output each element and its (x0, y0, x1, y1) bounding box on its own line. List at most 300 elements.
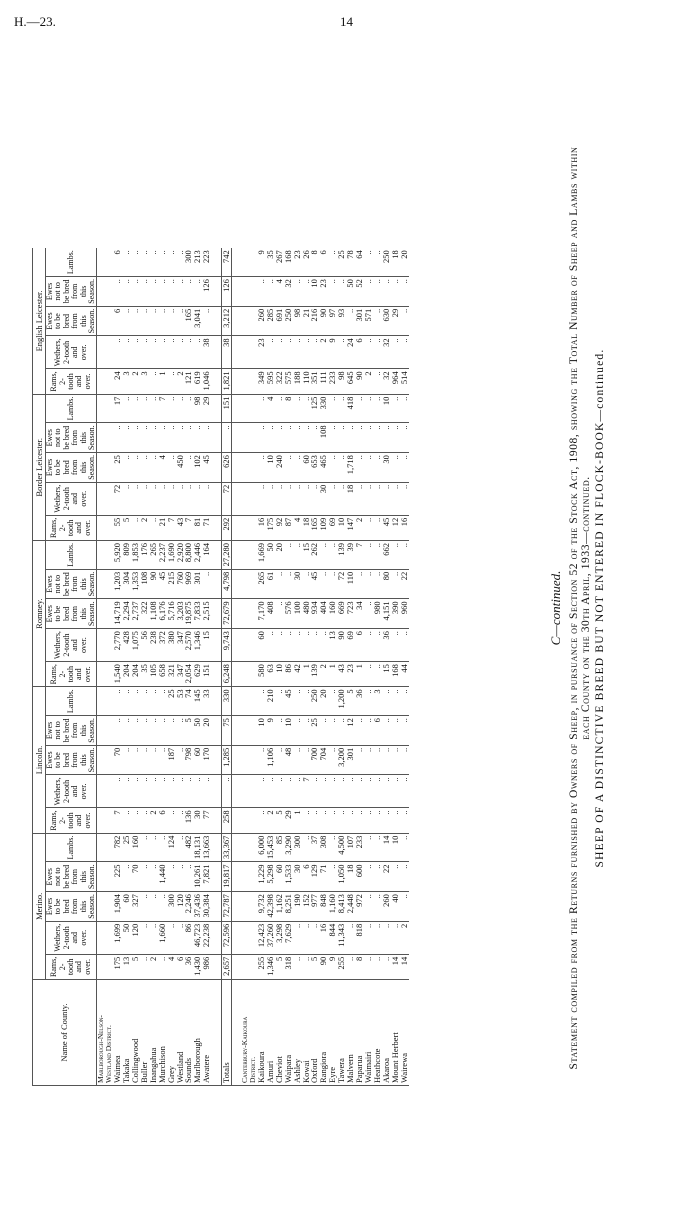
table-cell: 165 (184, 306, 193, 336)
table-cell: 25 (310, 716, 319, 746)
table-cell: 20 (400, 248, 409, 276)
table-cell: 6 (373, 716, 382, 746)
county-name: Waimea (113, 980, 122, 1086)
table-cell: 2,570 (184, 629, 193, 662)
table-cell: .. (275, 716, 284, 746)
total-cell: 72,679 (221, 599, 231, 629)
table-cell: 53 (176, 687, 185, 716)
table-cell: .. (364, 892, 373, 922)
table-cell: 7 (184, 515, 193, 540)
table-cell: 50 (266, 540, 275, 569)
table-cell: 42 (293, 662, 302, 687)
table-cell: .. (113, 775, 122, 808)
table-cell: 87 (284, 515, 293, 540)
table-cell: .. (257, 277, 266, 307)
table-cell: 39 (346, 540, 355, 569)
table-cell: 29 (202, 394, 211, 423)
table-cell: 111 (319, 369, 328, 394)
table-cell: 24 (113, 369, 122, 394)
table-cell: .. (131, 248, 140, 276)
table-cell: 1,669 (257, 540, 266, 569)
table-cell: .. (140, 423, 149, 453)
table-cell: 15 (202, 629, 211, 662)
table-cell: .. (284, 775, 293, 808)
table-cell: .. (391, 482, 400, 515)
table-cell: 723 (346, 599, 355, 629)
table-cell: 4 (275, 277, 284, 307)
table-cell: .. (122, 248, 131, 276)
table-cell: 3,041 (193, 306, 202, 336)
table-cell: 1,346 (193, 629, 202, 662)
table-cell: 168 (284, 248, 293, 276)
table-cell: 6,000 (257, 833, 266, 862)
table-cell: 86 (284, 662, 293, 687)
table-cell: 818 (355, 921, 364, 954)
table-cell: 1,229 (257, 862, 266, 892)
table-cell: 3,200 (337, 745, 346, 775)
table-cell: .. (167, 453, 176, 483)
table-cell: 2,294 (122, 599, 131, 629)
table-cell: .. (266, 277, 275, 307)
table-cell: 30 (319, 482, 328, 515)
table-cell: 52 (355, 277, 364, 307)
table-cell: .. (149, 687, 158, 716)
table-cell: .. (293, 453, 302, 483)
table-cell: 704 (319, 745, 328, 775)
table-cell: 240 (275, 453, 284, 483)
county-name: Rangiora (319, 980, 328, 1086)
table-cell: 2,246 (184, 892, 193, 922)
column-header: Ewes not to be bred from this Season. (46, 716, 97, 746)
table-cell: 645 (346, 369, 355, 394)
table-cell: .. (122, 423, 131, 453)
table-cell: 22 (382, 862, 391, 892)
table-cell: 16 (257, 515, 266, 540)
table-cell: .. (355, 745, 364, 775)
table-cell: .. (373, 277, 382, 307)
table-cell: .. (122, 862, 131, 892)
table-cell: .. (275, 599, 284, 629)
table-cell: .. (275, 394, 284, 423)
table-cell: .. (140, 336, 149, 369)
table-cell: 7 (355, 540, 364, 569)
table-cell: .. (122, 687, 131, 716)
table-cell: .. (373, 629, 382, 662)
table-cell: 238 (149, 629, 158, 662)
table-cell: 653 (310, 453, 319, 483)
table-cell: .. (382, 775, 391, 808)
table-cell: .. (131, 515, 140, 540)
table-cell: .. (122, 808, 131, 833)
table-cell: 4 (293, 515, 302, 540)
table-cell: .. (310, 775, 319, 808)
table-cell: 81 (193, 515, 202, 540)
table-cell: .. (158, 336, 167, 369)
table-cell: .. (167, 336, 176, 369)
table-cell: .. (319, 540, 328, 569)
table-cell: 700 (310, 745, 319, 775)
county-name: Waimairi (364, 980, 373, 1086)
table-cell: .. (131, 745, 140, 775)
table-cell: 164 (202, 540, 211, 569)
table-cell: 669 (337, 599, 346, 629)
table-cell: 64 (355, 248, 364, 276)
column-header: Lambs. (46, 833, 97, 862)
table-cell: .. (302, 569, 311, 599)
table-cell: .. (373, 808, 382, 833)
table-cell: .. (167, 369, 176, 394)
column-header: Rams, 2-tooth and over. (46, 515, 97, 540)
column-header: Ewes to be bred from this Season. (46, 599, 97, 629)
table-cell: .. (266, 423, 275, 453)
table-cell: 10 (257, 716, 266, 746)
table-cell: 32 (382, 336, 391, 369)
county-name: Paparua (355, 980, 364, 1086)
table-cell: 347 (176, 629, 185, 662)
table-cell: .. (167, 808, 176, 833)
table-cell: .. (167, 862, 176, 892)
table-cell: 10 (337, 515, 346, 540)
county-name: Westland (176, 980, 185, 1086)
table-cell: 2 (149, 954, 158, 979)
table-cell: 175 (266, 515, 275, 540)
table-cell: 129 (310, 862, 319, 892)
table-cell: .. (373, 745, 382, 775)
column-header: Rams, 2-tooth and over. (46, 662, 97, 687)
table-cell: 139 (310, 662, 319, 687)
county-name: Mount Herbert (391, 980, 400, 1086)
table-cell: 300 (167, 892, 176, 922)
table-cell: 1,050 (337, 862, 346, 892)
table-cell: .. (284, 629, 293, 662)
table-cell: 70 (131, 862, 140, 892)
table-cell: .. (158, 248, 167, 276)
table-cell: .. (382, 921, 391, 954)
statement-title: Statement compiled from the Returns furnished by Owners of Sheep, in pursuance of Section 52 of the Stock Act, 1908, showing the Total Number of Sheep and Lambs within (568, 146, 580, 1070)
table-cell: .. (319, 808, 328, 833)
table-cell: .. (337, 775, 346, 808)
table-cell: 7,821 (202, 862, 211, 892)
table-cell: .. (355, 423, 364, 453)
table-cell: .. (382, 745, 391, 775)
table-cell: 72 (113, 482, 122, 515)
column-header: Ewes to be bred from this Season. (46, 453, 97, 483)
table-cell: .. (400, 629, 409, 662)
table-cell: .. (382, 808, 391, 833)
column-header: Ewes not to be bred from this Season. (46, 423, 97, 453)
table-cell: 32 (382, 369, 391, 394)
table-cell: .. (400, 833, 409, 862)
table-cell: 97 (328, 306, 337, 336)
table-cell: 1 (293, 808, 302, 833)
table-cell: 25 (122, 833, 131, 862)
table-cell: 37,436 (193, 892, 202, 922)
table-cell: .. (158, 745, 167, 775)
table-cell: 2,515 (202, 599, 211, 629)
table-cell: .. (113, 423, 122, 453)
table-cell: .. (364, 687, 373, 716)
table-cell: 255 (337, 954, 346, 979)
table-cell: 160 (131, 833, 140, 862)
table-cell: 23 (319, 277, 328, 307)
table-cell: 1 (328, 662, 337, 687)
table-cell: .. (364, 569, 373, 599)
table-cell: .. (158, 716, 167, 746)
table-cell: .. (373, 775, 382, 808)
table-cell: .. (364, 248, 373, 276)
county-name: Cheviot (275, 980, 284, 1086)
table-cell: .. (149, 921, 158, 954)
table-cell: .. (193, 423, 202, 453)
table-cell: .. (391, 745, 400, 775)
table-cell: 10 (284, 716, 293, 746)
sheep-returns-table (32, 248, 409, 1086)
table-cell: 108 (140, 569, 149, 599)
page-number: 14 (340, 14, 353, 29)
table-cell: 107 (346, 833, 355, 862)
table-cell: .. (391, 687, 400, 716)
table-cell: 30,384 (202, 892, 211, 922)
table-cell: 304 (122, 569, 131, 599)
table-cell: .. (364, 716, 373, 746)
total-cell: 33,367 (221, 833, 231, 862)
table-cell: .. (140, 921, 149, 954)
table-cell: .. (275, 629, 284, 662)
table-cell: 10 (310, 277, 319, 307)
total-cell: 3,212 (221, 306, 231, 336)
table-cell: 1,162 (275, 892, 284, 922)
total-cell: 1,821 (221, 369, 231, 394)
table-cell: .. (140, 482, 149, 515)
county-name: Waipara (284, 980, 293, 1086)
county-name: Collingwood (131, 980, 140, 1086)
table-cell: .. (364, 277, 373, 307)
table-cell: 1,440 (158, 862, 167, 892)
table-cell: .. (319, 775, 328, 808)
table-cell: .. (275, 775, 284, 808)
table-cell: 110 (346, 569, 355, 599)
table-cell: 5,920 (113, 540, 122, 569)
table-cell: .. (373, 453, 382, 483)
table-cell: 4 (167, 954, 176, 979)
table-cell: 1,203 (113, 569, 122, 599)
table-cell: .. (328, 540, 337, 569)
table-cell: 10 (266, 453, 275, 483)
table-cell: .. (140, 453, 149, 483)
table-cell: .. (346, 921, 355, 954)
table-cell: .. (202, 569, 211, 599)
table-cell: .. (167, 921, 176, 954)
table-cell: 18 (391, 248, 400, 276)
table-cell: .. (391, 716, 400, 746)
table-cell: 223 (202, 248, 211, 276)
table-cell: 10 (275, 662, 284, 687)
table-cell: 3,203 (176, 599, 185, 629)
column-header: Wethers, 2-tooth and over. (46, 336, 97, 369)
table-cell: 255 (257, 954, 266, 979)
table-cell: .. (328, 716, 337, 746)
table-cell: .. (176, 248, 185, 276)
table-cell: .. (355, 569, 364, 599)
table-cell: 98 (293, 306, 302, 336)
table-cell: .. (140, 833, 149, 862)
table-cell: .. (167, 394, 176, 423)
table-cell: 21 (158, 515, 167, 540)
table-cell: 14 (391, 954, 400, 979)
total-cell: 626 (221, 453, 231, 483)
total-cell: 126 (221, 277, 231, 307)
table-cell: 2 (355, 515, 364, 540)
table-cell: 15 (382, 662, 391, 687)
table-cell: 105 (149, 662, 158, 687)
table-cell: 300 (184, 248, 193, 276)
table-cell: .. (328, 569, 337, 599)
table-cell: 450 (176, 453, 185, 483)
total-cell: 292 (221, 515, 231, 540)
table-cell: 45 (158, 569, 167, 599)
table-cell: 90 (319, 954, 328, 979)
table-cell: .. (364, 808, 373, 833)
table-cell: 1,353 (131, 569, 140, 599)
table-cell: 6 (302, 862, 311, 892)
column-header: Ewes not to be bred from this Season. (46, 277, 97, 307)
table-cell: .. (310, 336, 319, 369)
table-cell: .. (176, 482, 185, 515)
table-cell: .. (149, 482, 158, 515)
table-cell: 5,716 (167, 599, 176, 629)
table-cell: 90 (355, 369, 364, 394)
table-cell: .. (284, 336, 293, 369)
table-cell: 798 (184, 745, 193, 775)
table-cell: .. (257, 745, 266, 775)
total-cell: 72,596 (221, 921, 231, 954)
table-cell: .. (140, 892, 149, 922)
table-cell: 318 (284, 954, 293, 979)
table-cell: 42,398 (266, 892, 275, 922)
district-heading: Canterbury-Kaikoura (241, 980, 249, 1086)
table-cell: 14 (382, 833, 391, 862)
table-cell: .. (391, 569, 400, 599)
table-row (400, 248, 409, 1085)
table-cell: 126 (202, 277, 211, 307)
table-cell: .. (293, 423, 302, 453)
table-cell: 349 (257, 369, 266, 394)
table-cell: 71 (319, 862, 328, 892)
table-cell: 1 (302, 662, 311, 687)
table-cell: .. (176, 921, 185, 954)
table-cell: .. (328, 482, 337, 515)
table-cell: .. (266, 775, 275, 808)
table-cell: .. (149, 336, 158, 369)
column-header: Ewes to be bred from this Season. (46, 745, 97, 775)
table-cell: 301 (346, 745, 355, 775)
table-cell: .. (113, 277, 122, 307)
table-cell: .. (328, 775, 337, 808)
table-cell: .. (158, 482, 167, 515)
table-cell: 77 (202, 808, 211, 833)
table-row (202, 248, 211, 1085)
table-cell: .. (193, 482, 202, 515)
table-cell: 25 (167, 687, 176, 716)
table-cell: .. (284, 453, 293, 483)
table-cell: .. (382, 954, 391, 979)
table-cell: .. (364, 515, 373, 540)
total-cell: 258 (221, 808, 231, 833)
table-cell: .. (373, 423, 382, 453)
table-cell: 1,346 (266, 954, 275, 979)
total-cell: .. (221, 775, 231, 808)
table-cell: .. (337, 808, 346, 833)
total-cell: 75 (221, 716, 231, 746)
table-cell: 37,260 (266, 921, 275, 954)
table-cell: .. (391, 540, 400, 569)
table-cell: .. (400, 306, 409, 336)
table-cell: 23 (293, 248, 302, 276)
table-cell: 265 (149, 540, 158, 569)
table-cell: 404 (319, 599, 328, 629)
table-cell: .. (158, 892, 167, 922)
table-cell: 98 (337, 369, 346, 394)
county-name-header: Name of County. (33, 980, 97, 1086)
county-name: Wairewa (400, 980, 409, 1086)
table-cell: .. (391, 277, 400, 307)
table-cell: .. (400, 687, 409, 716)
table-cell: 5,298 (266, 862, 275, 892)
table-cell: .. (140, 808, 149, 833)
table-cell: 691 (275, 306, 284, 336)
table-cell: .. (293, 482, 302, 515)
table-cell: .. (319, 629, 328, 662)
table-cell: 4,500 (337, 833, 346, 862)
table-cell: 658 (158, 662, 167, 687)
table-cell: 782 (113, 833, 122, 862)
table-cell: 14,719 (113, 599, 122, 629)
table-cell: 168 (391, 662, 400, 687)
table-cell: .. (364, 833, 373, 862)
table-cell: 60 (275, 862, 284, 892)
table-cell: .. (328, 833, 337, 862)
table-cell: 8,251 (284, 892, 293, 922)
table-cell: 575 (284, 369, 293, 394)
table-cell: .. (122, 453, 131, 483)
table-cell: .. (373, 921, 382, 954)
table-cell: .. (140, 954, 149, 979)
table-cell: .. (275, 687, 284, 716)
table-cell: 2 (176, 369, 185, 394)
table-cell: .. (202, 306, 211, 336)
table-cell: .. (302, 808, 311, 833)
table-cell: .. (257, 775, 266, 808)
table-cell: .. (176, 394, 185, 423)
table-cell: 1,533 (284, 862, 293, 892)
table-cell: 23 (257, 336, 266, 369)
table-cell: .. (158, 277, 167, 307)
table-cell: 90 (149, 569, 158, 599)
table-cell: 630 (382, 306, 391, 336)
table-cell: .. (193, 336, 202, 369)
table-cell: .. (373, 482, 382, 515)
column-header: Ewes to be bred from this Season. (46, 892, 97, 922)
table-cell: 35 (266, 248, 275, 276)
table-cell: .. (400, 482, 409, 515)
table-cell: 964 (391, 369, 400, 394)
statement-title-block (548, 108, 606, 1108)
table-cell: 45 (310, 569, 319, 599)
table-cell: 2 (131, 369, 140, 394)
total-cell: 2,657 (221, 954, 231, 979)
county-name: Amuri (266, 980, 275, 1086)
county-name: Kaikoura (257, 980, 266, 1086)
